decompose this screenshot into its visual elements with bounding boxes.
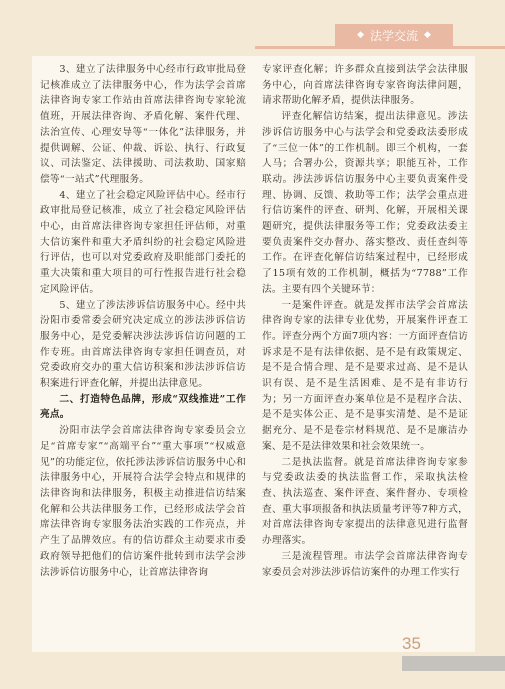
paragraph: 汾阳市法学会首席法律咨询专家委员会立足“首席专家”“高端平台”“重大事项”“权威意见”的功能定位，依托涉法涉诉信访服务中心和法律服务中心，开展符合法学会特点和规律的法律咨询和法律服务，积极主动推进信访结案化解和公共法律服务工作，已经形成法学会首席法律咨询专家服务法治实践的工作亮点，并产生了品牌效应。有的信访群众主动要求市委政府领导把他们的信访案件批转到市法学会涉法涉诉信访服务中心，让首席法律咨询 [40, 425, 246, 578]
diamond-right-icon: ◆ [424, 30, 431, 40]
left-column [40, 62, 246, 580]
paragraph: 三是流程管理。市法学会首席法律咨询专家委员会对涉法涉诉信访案件的办理工作实行 [262, 550, 468, 578]
footer-bar [402, 656, 505, 671]
section-title: 法学交流 [369, 28, 418, 43]
paragraph: 专家评查化解；许多群众直接到法学会法律服务中心，向首席法律咨询专家咨询法律问题，请求帮助化解矛盾，提供法律服务。 [262, 64, 468, 107]
paragraph: 3、建立了法律服务中心经市行政审批局登记核准成立了法律服务中心，作为法学会首席法律咨询专家工作站由首席法律咨询专家轮流值班，开展法律咨询、矛盾化解、案件代理、法治宣传、心理安导等“一体化”法律服务，并提供调解、公证、仲裁、诉讼、执行、行政复议、司法鉴定、法律援助、司法救助、国家赔偿等“一站式”代理服务。 [40, 64, 246, 185]
paragraph: 4、建立了社会稳定风险评估中心。经市行政审批局登记核准，成立了社会稳定风险评估中心，由首席法律咨询专家担任评估师，对重大信访案件和重大矛盾纠纷的社会稳定风险进行评估，也可以对党委政府及职能部门委托的重大决策和重大项目的可行性报告进行社会稳定风险评估。 [40, 189, 246, 295]
diamond-left-icon: ◆ [357, 30, 364, 40]
header-rule [255, 46, 505, 49]
page-number: 35 [402, 634, 421, 653]
paragraph: 5、建立了涉法涉诉信访服务中心。经中共汾阳市委常委会研究决定成立的涉法涉诉信访服务中心，是党委解决涉法涉诉信访问题的工作专班。由首席法律咨询专家担任调查员，对党委政府交办的重大信访积案和涉法涉诉信访积案进行评查化解，并提出法律意见。 [40, 299, 246, 390]
right-column [262, 62, 468, 580]
section-heading: 二、打造特色品牌，形成“双线推进”工作亮点。 [40, 393, 246, 421]
paragraph: 二是执法监督。就是首席法律咨询专家参与党委政法委的执法监督工作，采取执法检查、执法巡查、案件评查、案件督办、专项检查、重大事项报备和执法质量考评等7种方式，对首席法律咨询专家提出的法律意见进行监督办理落实。 [262, 456, 468, 547]
section-header-tab [335, 24, 453, 46]
paragraph: 一是案件评查。就是发挥市法学会首席法律咨询专家的法律专业优势，开展案件评查工作。评查分两个方面7项内容：一方面评查信访诉求是不是有法律依据、是不是有政策规定、是不是合情合理、是不是要求过高、是不是认识有误、是不是生活困难、是不是有非访行为；另一方面评查办案单位是不是程序合法、是不是实体公正、是不是事实清楚、是不是证据充分、是不是卷宗材料规范、是不是廉洁办案、是不是法律效果和社会效果统一。 [262, 299, 468, 452]
page-body [32, 56, 475, 652]
paragraph: 评查化解信访结案，提出法律意见。涉法涉诉信访服务中心与法学会和党委政法委形成了“三位一体”的工作机制。即三个机构，一套人马；合署办公，资源共享；职能互补，工作联动。涉法涉诉信访服务中心主要负责案件受理、协调、反馈、救助等工作；法学会重点进行信访案件的评查、研判、化解，开展相关课题研究，提供法律服务等工作；党委政法委主要负责案件交办督办、落实整改、责任查纠等工作。在评查化解信访结案过程中，已经形成了15项有效的工作机制，概括为“7788”工作法。主要有四个关键环节： [262, 111, 468, 295]
